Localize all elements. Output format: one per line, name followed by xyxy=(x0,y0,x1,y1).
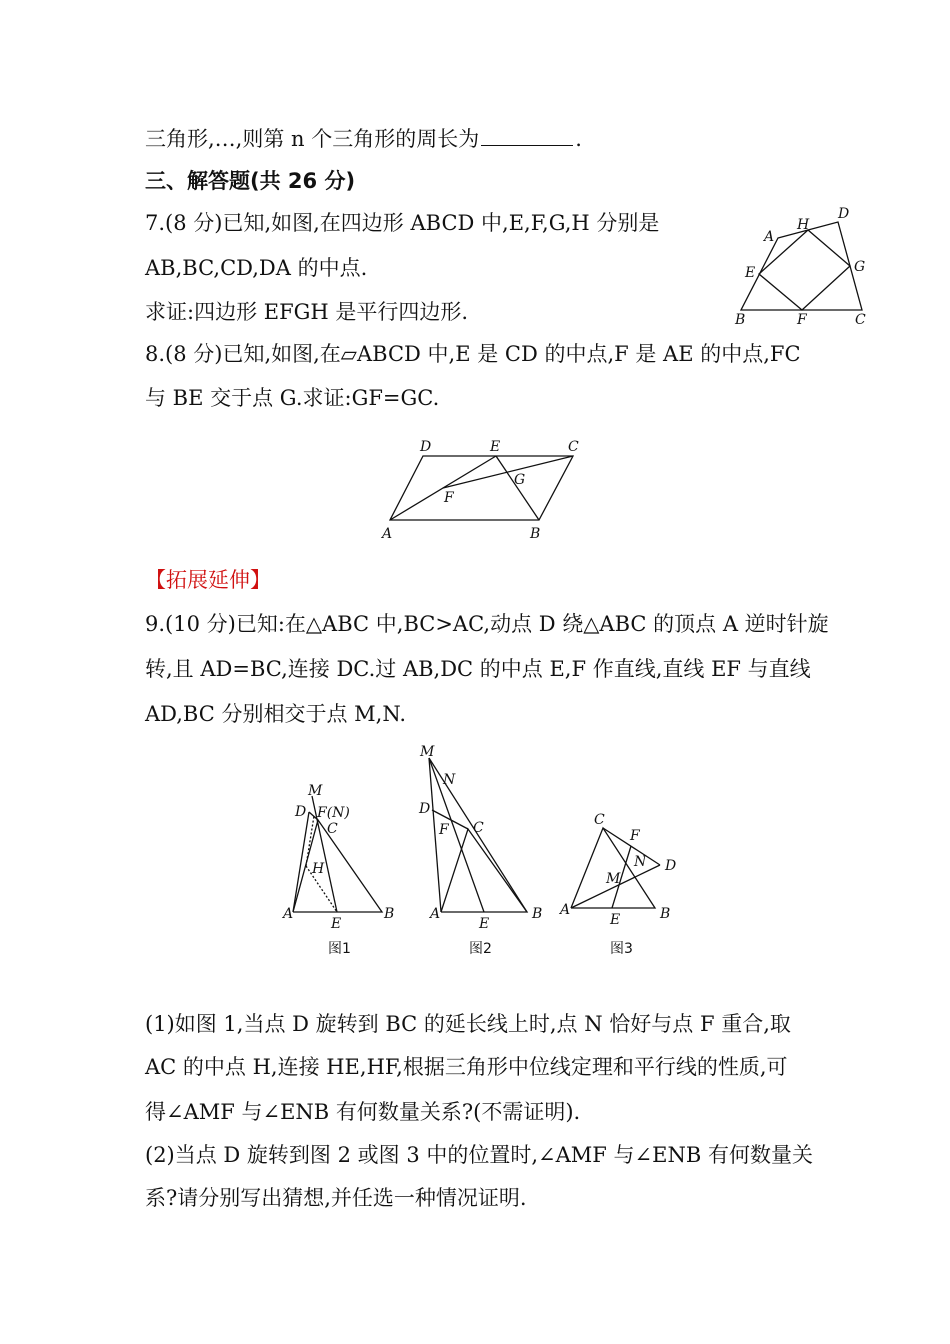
fig9-1-label-e: E xyxy=(331,916,342,932)
fig9-3-label-m: M xyxy=(606,871,621,887)
fig7-label-d: D xyxy=(838,206,850,222)
q9-part1-line3: 得∠AMF 与∠ENB 有何数量关系?(不需证明). xyxy=(145,1100,581,1124)
fig9-1-label-c: C xyxy=(327,821,338,837)
q6-period: . xyxy=(575,127,582,151)
fig8-label-c: C xyxy=(568,439,579,455)
fig9-2-label-a: A xyxy=(430,906,441,922)
fig9-2-label-c: C xyxy=(473,820,484,836)
fig9-3-label-n: N xyxy=(634,854,647,870)
fig9-2-caption: 图2 xyxy=(469,941,492,957)
fig9-1-label-m: M xyxy=(308,783,323,799)
fig9-1-label-h: H xyxy=(312,861,325,877)
fig9-3-label-e: E xyxy=(610,912,621,928)
fig9-2-label-n: N xyxy=(443,772,456,788)
fig9-2-label-e: E xyxy=(479,916,490,932)
extension-title: 【拓展延伸】 xyxy=(145,568,271,592)
fig9-1-caption: 图1 xyxy=(328,941,351,957)
fig9-3-label-d: D xyxy=(665,858,677,874)
q6-text: 三角形,…,则第 n 个三角形的周长为 xyxy=(145,127,480,151)
fig8-label-f: F xyxy=(444,490,454,506)
fig9-1-label-d: D xyxy=(295,804,307,820)
q7-line3: 求证:四边形 EFGH 是平行四边形. xyxy=(145,300,469,324)
q8-line1: 8.(8 分)已知,如图,在▱ABCD 中,E 是 CD 的中点,F 是 AE 的中点,FC xyxy=(145,342,801,366)
fig9-2-label-b: B xyxy=(532,906,543,922)
fig9-1-label-fn: F(N) xyxy=(317,805,350,821)
q9-line3: AD,BC 分别相交于点 M,N. xyxy=(145,702,407,726)
fig7-label-c: C xyxy=(855,312,866,328)
fig8-label-a: A xyxy=(382,526,393,542)
fig8-label-e: E xyxy=(490,439,501,455)
fig7-label-e: E xyxy=(745,265,756,281)
fig7-label-a: A xyxy=(764,229,775,245)
q9-line2: 转,且 AD=BC,连接 DC.过 AB,DC 的中点 E,F 作直线,直线 EF 与直线 xyxy=(145,657,811,681)
fig8-label-b: B xyxy=(530,526,541,542)
q8-line2: 与 BE 交于点 G.求证:GF=GC. xyxy=(145,386,440,410)
fig8-label-g: G xyxy=(514,472,526,488)
fig9-1-label-b: B xyxy=(384,906,395,922)
q9-part2-line2: 系?请分别写出猜想,并任选一种情况证明. xyxy=(145,1186,527,1210)
fig9-3-label-f: F xyxy=(630,828,640,844)
q9-part1-line2: AC 的中点 H,连接 HE,HF,根据三角形中位线定理和平行线的性质,可 xyxy=(145,1055,788,1079)
fig9-3-label-c: C xyxy=(594,812,605,828)
q7-line2: AB,BC,CD,DA 的中点. xyxy=(145,256,368,280)
fig9-2-label-d: D xyxy=(419,801,431,817)
fig9-3-caption: 图3 xyxy=(610,941,633,957)
fig7-label-h: H xyxy=(797,217,810,233)
q9-part1-line1: (1)如图 1,当点 D 旋转到 BC 的延长线上时,点 N 恰好与点 F 重合,取 xyxy=(145,1012,791,1036)
fig7-label-f: F xyxy=(797,312,807,328)
fig7-label-b: B xyxy=(735,312,746,328)
q9-part2-line1: (2)当点 D 旋转到图 2 或图 3 中的位置时,∠AMF 与∠ENB 有何数量关 xyxy=(145,1143,813,1167)
fig9-2-label-f: F xyxy=(439,822,449,838)
q9-line1: 9.(10 分)已知:在△ABC 中,BC>AC,动点 D 绕△ABC 的顶点 A 逆时针旋 xyxy=(145,612,829,636)
fig9-2-label-m: M xyxy=(420,744,435,760)
fig9-1-label-a: A xyxy=(283,906,294,922)
fig7-label-g: G xyxy=(854,259,866,275)
fig9-3-label-a: A xyxy=(560,902,571,918)
section-title: 三、解答题(共 26 分) xyxy=(145,169,356,193)
q7-line1: 7.(8 分)已知,如图,在四边形 ABCD 中,E,F,G,H 分别是 xyxy=(145,211,660,235)
fig8-label-d: D xyxy=(420,439,432,455)
fig9-3-label-b: B xyxy=(660,906,671,922)
